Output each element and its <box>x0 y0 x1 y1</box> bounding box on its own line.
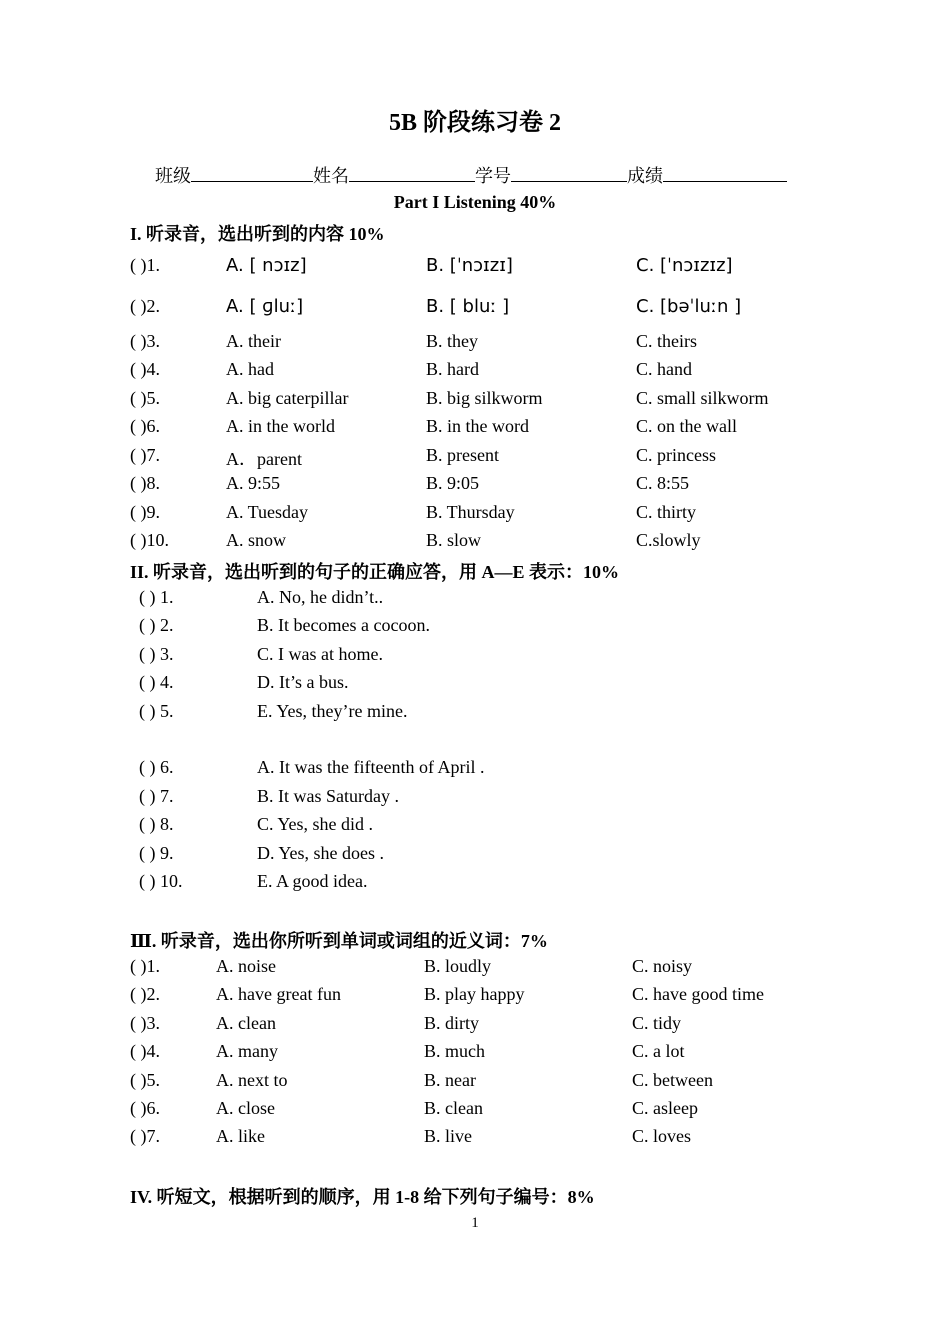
option-b: B. near <box>424 1070 476 1090</box>
answer-bracket[interactable]: ( ) 1. <box>139 587 174 607</box>
s1-item <box>0 473 950 497</box>
response-option: C. Yes, she did . <box>257 814 374 834</box>
option-a: A. had <box>226 359 274 379</box>
s1-item <box>0 296 950 320</box>
option-b: B. present <box>426 445 499 465</box>
score-label: 成绩 <box>627 166 663 186</box>
option-c: C. tidy <box>632 1013 682 1033</box>
s3-item <box>0 1041 950 1065</box>
part-title: Part I Listening 40% <box>393 192 557 212</box>
s2-item <box>0 786 950 810</box>
answer-bracket[interactable]: ( )9. <box>130 502 160 522</box>
s3-item <box>0 1013 950 1037</box>
answer-bracket[interactable]: ( ) 7. <box>139 786 174 806</box>
option-a: A. close <box>216 1098 275 1118</box>
option-c: C. [ˈnɔɪzɪz] <box>636 255 733 276</box>
response-option: A. It was the fifteenth of April . <box>257 757 485 777</box>
option-c: C. thirty <box>636 502 697 522</box>
name-label: 姓名 <box>313 166 349 186</box>
response-option: D. It’s a bus. <box>257 672 349 692</box>
answer-bracket[interactable]: ( )6. <box>130 1098 160 1118</box>
option-a: A. like <box>216 1126 265 1146</box>
answer-bracket[interactable]: ( )1. <box>130 255 160 275</box>
option-b: B. much <box>424 1041 485 1061</box>
section-3-heading: Ⅲ. 听录音，选出你所听到单词或词组的近义词：7% <box>130 931 548 951</box>
option-b: B. clean <box>424 1098 483 1118</box>
answer-bracket[interactable]: ( ) 6. <box>139 757 174 777</box>
option-b: B. [ bluː ] <box>426 296 510 317</box>
answer-bracket[interactable]: ( )1. <box>130 956 160 976</box>
option-b: B. dirty <box>424 1013 480 1033</box>
s1-item <box>0 445 950 469</box>
option-b: B. big silkworm <box>426 388 543 408</box>
option-b: B. in the word <box>426 416 529 436</box>
answer-bracket[interactable]: ( )2. <box>130 296 160 316</box>
s3-item <box>0 1126 950 1150</box>
score-blank[interactable] <box>663 167 787 182</box>
answer-bracket[interactable]: ( )5. <box>130 388 160 408</box>
answer-bracket[interactable]: ( )7. <box>130 1126 160 1146</box>
s3-item <box>0 1098 950 1122</box>
option-c: C. have good time <box>632 984 764 1004</box>
s1-item <box>0 388 950 412</box>
s3-item <box>0 984 950 1008</box>
option-c: C. princess <box>636 445 716 465</box>
option-a: A. Tuesday <box>226 502 309 522</box>
s2-item <box>0 672 950 696</box>
answer-bracket[interactable]: ( ) 4. <box>139 672 174 692</box>
response-option: E. Yes, they’re mine. <box>257 701 408 721</box>
option-b: B. hard <box>426 359 479 379</box>
s2-item <box>0 587 950 611</box>
option-a: A. their <box>226 331 281 351</box>
section-2-heading: II. 听录音，选出听到的句子的正确应答，用 A—E 表示：10% <box>130 562 620 582</box>
section-1-heading: I. 听录音，选出听到的内容 10% <box>130 224 385 244</box>
s2-item <box>0 615 950 639</box>
response-option: E. A good idea. <box>257 871 368 891</box>
option-b: B. 9:05 <box>426 473 480 493</box>
option-c: C. noisy <box>632 956 693 976</box>
s2-item <box>0 757 950 781</box>
option-b: B. [ˈnɔɪzɪ] <box>426 255 513 276</box>
option-a: A. [ nɔɪz] <box>226 255 307 276</box>
number-label: 学号 <box>475 166 511 186</box>
response-option: D. Yes, she does . <box>257 843 385 863</box>
answer-bracket[interactable]: ( ) 2. <box>139 615 174 635</box>
answer-bracket[interactable]: ( )4. <box>130 1041 160 1061</box>
option-a: A. many <box>216 1041 278 1061</box>
s2-item <box>0 701 950 725</box>
section-4-heading: IV. 听短文，根据听到的顺序，用 1-8 给下列句子编号：8% <box>130 1187 595 1207</box>
option-c: C. loves <box>632 1126 692 1146</box>
s1-item <box>0 331 950 355</box>
s1-item <box>0 502 950 526</box>
option-a: A. 9:55 <box>226 473 280 493</box>
option-c: C.slowly <box>636 530 701 550</box>
answer-bracket[interactable]: ( )8. <box>130 473 160 493</box>
option-c: C. between <box>632 1070 713 1090</box>
number-blank[interactable] <box>511 167 627 182</box>
s2-item <box>0 644 950 668</box>
option-c: C. on the wall <box>636 416 737 436</box>
s1-item <box>0 416 950 440</box>
response-option: B. It becomes a cocoon. <box>257 615 430 635</box>
answer-bracket[interactable]: ( ) 5. <box>139 701 174 721</box>
option-a: A. in the world <box>226 416 335 436</box>
answer-bracket[interactable]: ( ) 8. <box>139 814 174 834</box>
option-c: C. [bəˈluːn ] <box>636 296 742 317</box>
s2-item <box>0 814 950 838</box>
s1-item <box>0 359 950 383</box>
class-label: 班级 <box>155 166 191 186</box>
option-b: B. they <box>426 331 478 351</box>
option-c: C. hand <box>636 359 692 379</box>
answer-bracket[interactable]: ( ) 3. <box>139 644 174 664</box>
option-a: A. next to <box>216 1070 288 1090</box>
option-b: B. Thursday <box>426 502 515 522</box>
option-a: A. have great fun <box>216 984 341 1004</box>
option-a: A. big caterpillar <box>226 388 349 408</box>
s3-item <box>0 1070 950 1094</box>
option-c: C. asleep <box>632 1098 698 1118</box>
s2-item <box>0 843 950 867</box>
answer-bracket[interactable]: ( )10. <box>130 530 169 550</box>
name-blank[interactable] <box>349 167 475 182</box>
option-a: A. snow <box>226 530 287 550</box>
answer-bracket[interactable]: ( )5. <box>130 1070 160 1090</box>
option-a: A．parent <box>226 449 302 469</box>
option-c: C. theirs <box>636 331 697 351</box>
response-option: A. No, he didn’t.. <box>257 587 384 607</box>
response-option: B. It was Saturday . <box>257 786 399 806</box>
answer-bracket[interactable]: ( )2. <box>130 984 160 1004</box>
s1-item <box>0 255 950 279</box>
option-b: B. loudly <box>424 956 492 976</box>
page-title: 5B 阶段练习卷 2 <box>388 110 561 136</box>
option-b: B. live <box>424 1126 472 1146</box>
option-a: A. noise <box>216 956 276 976</box>
option-b: B. slow <box>426 530 482 550</box>
answer-bracket[interactable]: ( )3. <box>130 1013 160 1033</box>
option-b: B. play happy <box>424 984 525 1004</box>
class-blank[interactable] <box>191 167 313 182</box>
s2-item <box>0 871 950 895</box>
answer-bracket[interactable]: ( )4. <box>130 359 160 379</box>
option-a: A. clean <box>216 1013 276 1033</box>
page-number: 1 <box>471 1215 479 1231</box>
option-a: A. [ ɡluː] <box>226 296 304 317</box>
s3-item <box>0 956 950 980</box>
s1-item <box>0 530 950 554</box>
student-info-line <box>155 162 787 188</box>
answer-bracket[interactable]: ( )6. <box>130 416 160 436</box>
option-c: C. 8:55 <box>636 473 690 493</box>
answer-bracket[interactable]: ( ) 9. <box>139 843 174 863</box>
response-option: C. I was at home. <box>257 644 383 664</box>
answer-bracket[interactable]: ( )3. <box>130 331 160 351</box>
answer-bracket[interactable]: ( ) 10. <box>139 871 183 891</box>
option-c: C. a lot <box>632 1041 685 1061</box>
answer-bracket[interactable]: ( )7. <box>130 445 160 465</box>
option-c: C. small silkworm <box>636 388 769 408</box>
